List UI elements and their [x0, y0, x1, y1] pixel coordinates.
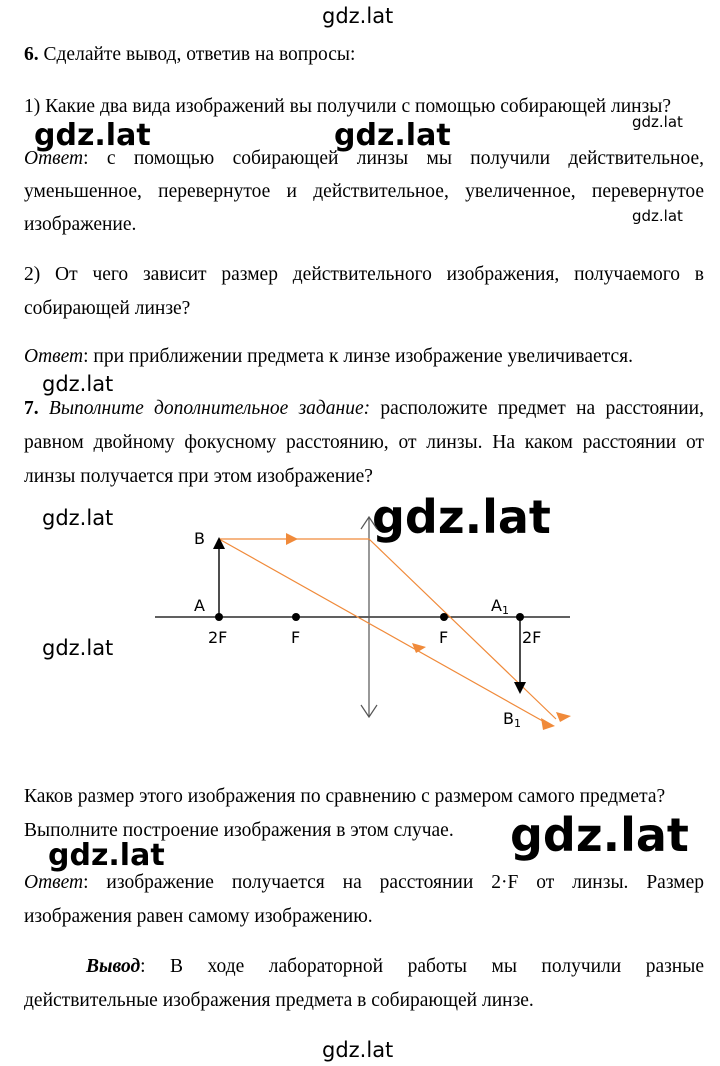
watermark-6: gdz.lat [42, 506, 114, 530]
q7-text: расположите предмет на расстоянии, [370, 398, 704, 419]
q6-number: 6. [24, 44, 39, 65]
q6-text: Сделайте вывод, ответив на вопросы: [43, 44, 356, 65]
watermark-4: gdz.lat [632, 207, 683, 225]
conclusion-line1 [86, 956, 704, 978]
label-a1: A1 [491, 596, 509, 617]
conclusion-label: Вывод [86, 956, 141, 977]
watermark-bottom: gdz.lat [322, 1038, 394, 1062]
q7-line2: равном двойному фокусному расстоянию, от линзы. На каком расстоянии от [24, 432, 704, 453]
point-2f-right [516, 613, 524, 621]
label-f-left: F [291, 628, 301, 647]
q7-after-line1: Каков размер этого изображения по сравнению с размером самого предмета? [24, 786, 666, 807]
q6-sub2-line1: 2) От чего зависит размер действительного изображения, получаемого в [24, 264, 704, 285]
q6-sub1: 1) Какие два вида изображений вы получили с помощью собирающей линзы? [24, 96, 672, 117]
watermark-top: gdz.lat [322, 4, 394, 28]
q7-number: 7. [24, 398, 39, 419]
answer-label: Ответ [24, 148, 84, 169]
q6-answer1-line2: уменьшенное, перевернутое и действительное, увеличенное, перевернутое [24, 181, 704, 202]
conclusion-line2: действительные изображения предмета в собирающей линзе. [24, 990, 534, 1011]
ray-arrow [556, 712, 571, 722]
watermark-9: gdz.lat [510, 808, 689, 862]
label-f-right: F [439, 628, 449, 647]
watermark-5: gdz.lat [42, 372, 114, 396]
q7-answer-line1 [24, 872, 704, 894]
q6-sub2-line2: собирающей линзе? [24, 298, 191, 319]
watermark-10: gdz.lat [48, 838, 165, 873]
light-rays [219, 533, 571, 730]
ray-arrow [541, 718, 555, 730]
label-b: B [194, 529, 205, 548]
answer-label: Ответ [24, 346, 84, 367]
conclusion-text: : В ходе лабораторной работы мы получили разные [140, 956, 704, 977]
q6-answer1-line3: изображение. [24, 214, 137, 235]
answer-text: : изображение получается на расстоянии 2·F от линзы. Размер [83, 872, 704, 893]
watermark-2: gdz.lat [334, 118, 451, 153]
label-2f-right: 2F [522, 628, 542, 647]
q7-task-label: Выполните дополнительное задание: [48, 398, 371, 419]
answer-label: Ответ [24, 872, 84, 893]
central-ray [219, 539, 548, 724]
q7-answer-line2: изображения равен самому изображению. [24, 906, 373, 927]
point-f-right [440, 613, 448, 621]
point-f-left [292, 613, 300, 621]
label-a: A [194, 596, 205, 615]
answer-text: : с помощью собирающей линзы мы получили действительное, [83, 148, 704, 169]
watermark-7: gdz.lat [372, 490, 551, 544]
q7-after-line2: Выполните построение изображения в этом случае. [24, 820, 454, 841]
ray-arrow [286, 533, 298, 545]
point-2f-left [215, 613, 223, 621]
answer-text: : при приближении предмета к линзе изображение увеличивается. [83, 346, 633, 367]
label-b1: B1 [503, 709, 521, 730]
watermark-8: gdz.lat [42, 636, 114, 660]
watermark-1: gdz.lat [34, 118, 151, 153]
label-2f-left: 2F [208, 628, 228, 647]
q7-line3: линзы получается при этом изображение? [24, 466, 373, 487]
watermark-3: gdz.lat [632, 113, 683, 131]
